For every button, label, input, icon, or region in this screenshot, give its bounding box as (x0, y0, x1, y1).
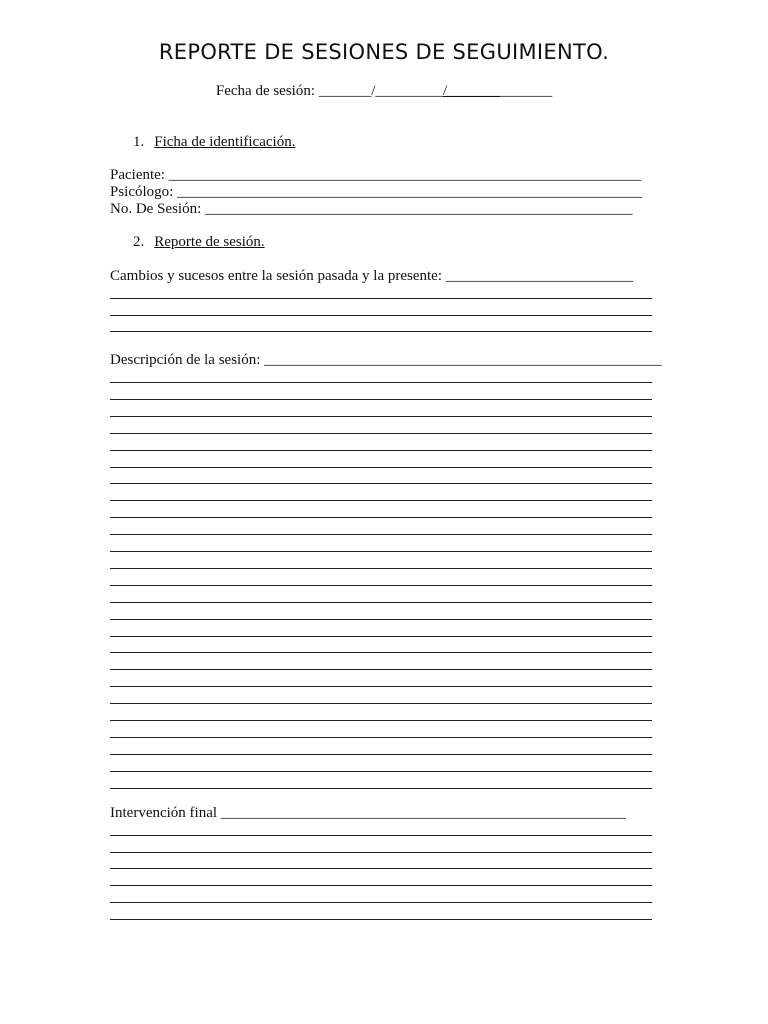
section-2-number: 2. (133, 234, 145, 250)
psychologist-field[interactable]: Psicólogo: ______________________________________________________________ (110, 184, 643, 200)
writing-line[interactable] (110, 467, 652, 468)
writing-line[interactable] (110, 919, 652, 920)
section-1-title: Ficha de identificación. (154, 134, 296, 150)
writing-line[interactable] (110, 551, 652, 552)
session-date-month: /_________ (371, 83, 443, 99)
writing-line[interactable] (110, 885, 652, 886)
session-date-tail: _______ (499, 83, 553, 99)
session-date-year: /_______ (442, 83, 500, 99)
writing-line[interactable] (110, 433, 652, 434)
writing-line[interactable] (110, 652, 652, 653)
writing-line[interactable] (110, 315, 652, 316)
writing-line[interactable] (110, 331, 652, 332)
writing-line[interactable] (110, 788, 652, 789)
writing-line[interactable] (110, 534, 652, 535)
writing-line[interactable] (110, 602, 652, 603)
writing-line[interactable] (110, 517, 652, 518)
writing-line[interactable] (110, 703, 652, 704)
writing-line[interactable] (110, 382, 652, 383)
writing-line[interactable] (110, 568, 652, 569)
section-1-number: 1. (133, 134, 145, 150)
section-2-title: Reporte de sesión. (154, 234, 265, 250)
writing-line[interactable] (110, 771, 652, 772)
section-2-heading (133, 233, 265, 251)
session-date-label: Fecha de sesión: _______ (215, 83, 372, 99)
writing-line[interactable] (110, 636, 652, 637)
session-date-line (0, 83, 768, 100)
writing-line[interactable] (110, 669, 652, 670)
writing-line[interactable] (110, 298, 652, 299)
description-field[interactable]: Descripción de la sesión: _____________________________________________________ (110, 352, 662, 368)
writing-line[interactable] (110, 902, 652, 903)
writing-line[interactable] (110, 835, 652, 836)
writing-line[interactable] (110, 852, 652, 853)
changes-field[interactable]: Cambios y sucesos entre la sesión pasada y la presente: _________________________ (110, 268, 634, 284)
writing-line[interactable] (110, 585, 652, 586)
writing-line[interactable] (110, 500, 652, 501)
patient-field[interactable]: Paciente: _______________________________________________________________ (110, 167, 642, 183)
writing-line[interactable] (110, 619, 652, 620)
final-intervention-field[interactable]: Intervención final ______________________________________________________ (110, 805, 626, 821)
writing-line[interactable] (110, 720, 652, 721)
writing-line[interactable] (110, 450, 652, 451)
writing-line[interactable] (110, 416, 652, 417)
writing-line[interactable] (110, 686, 652, 687)
session-number-field[interactable]: No. De Sesión: _________________________________________________________ (110, 201, 633, 217)
writing-line[interactable] (110, 737, 652, 738)
writing-line[interactable] (110, 754, 652, 755)
section-1-heading (133, 133, 295, 151)
writing-line[interactable] (110, 399, 652, 400)
writing-line[interactable] (110, 483, 652, 484)
writing-line[interactable] (110, 868, 652, 869)
document-title: REPORTE DE SESIONES DE SEGUIMIENTO. (158, 40, 610, 64)
